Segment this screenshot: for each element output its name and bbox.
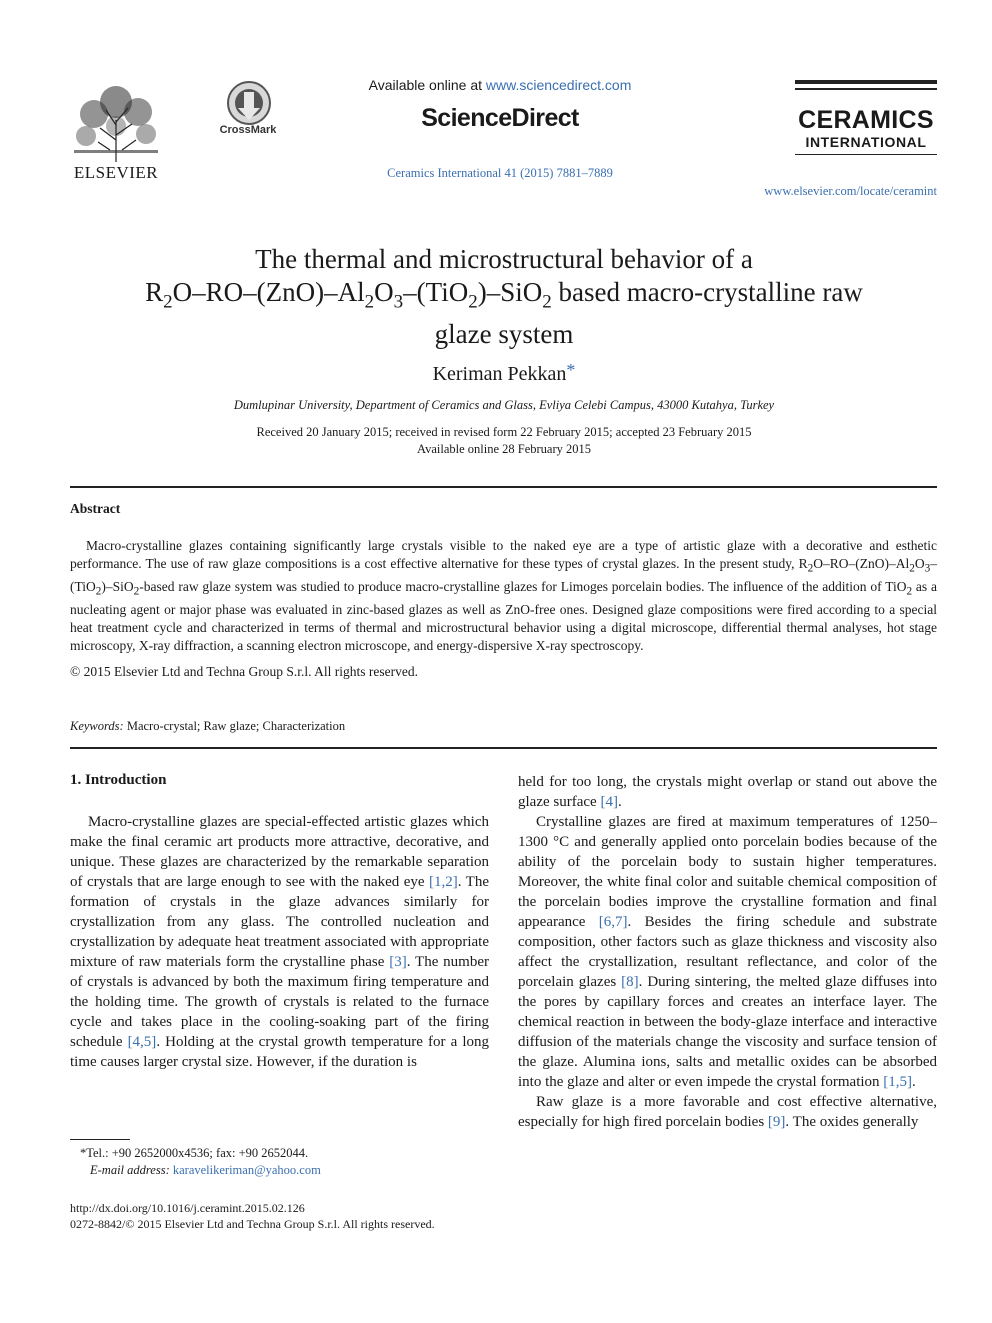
available-prefix: Available online at: [368, 77, 486, 93]
author-line: [80, 360, 928, 386]
body-column-right: held for too long, the crystals might overlap or stand out above the glaze surface [4]. Crystalline glazes are fired at maximum temperatures of 1250–1300 °C and generally applied onto porcelain bodies because of the ability of the porcelain body to sustain higher temperatures. Moreover, the white final color and suitable chemical composition of the porcelain bodies improve the crystalline formation and final appearance [6,7]. Besides the firing schedule and substrate composition, other factors such as glaze thickness and viscosity also affect the crystallization, resultant reflectance, and color of the porcelain glazes [8]. During sintering, the melted glaze diffuses into the pores by capillary forces and creates an interface layer. The chemical reaction in between the body-glaze interface and interactive diffusion of the materials change the viscosity and surface tension of the glaze. Alumina ions, salts and metallic oxides can be absorbed into the glaze and alter or even impede the crystal formation [1,5]. Raw glaze is a more favorable and cost effective alternative, especially for high fired porcelain bodies [9]. The oxides generally: [518, 774, 938, 1130]
citation-link[interactable]: [4]: [600, 794, 618, 810]
article-title: [80, 243, 928, 351]
affiliation: Dumlupinar University, Department of Ceramics and Glass, Evliya Celebi Campus, 43000 Kutahya, Turkey: [233, 398, 775, 412]
abstract-body: Macro-crystalline glazes containing significantly large crystals visible to the naked eye are a type of artistic glaze with a decorative and esthetic performance. The use of raw glaze compositions is a cost effective alternative for these types of crystal glazes. In the present study, $R_2O-RO-(ZnO)-Al_2O_3-(TiO_2)-SiO_2$-based raw glaze system was studied to produce macro-crystalline glazes for Limoges porcelain bodies. The influence of the addition of TiO$_2$ as a nucleating agent or major phase was evaluated in zinc-based glazes as well as ZnO-free ones. Designed glaze compositions were fired according to a special heat treatment cycle and characterized in terms of thermal and microstructural behavior using a digital microscope, differential thermal analyses, hot stage microscopy, X-ray diffraction, a scanning electron microscope, and energy-dispersive X-ray spectroscopy.: [70, 538, 937, 654]
sciencedirect-link[interactable]: www.sciencedirect.com: [485, 77, 632, 93]
citation-link[interactable]: [6,7]: [598, 914, 628, 930]
citation-link[interactable]: [8]: [621, 974, 639, 990]
journal-name-line1: CERAMICS: [798, 106, 934, 134]
keywords-label: Keywords:: [70, 719, 124, 733]
section-heading-introduction: 1. Introduction: [70, 772, 167, 788]
email-label: E-mail address:: [90, 1163, 170, 1177]
issn-copyright: 0272-8842/© 2015 Elsevier Ltd and Techna Group S.r.l. All rights reserved.: [70, 1217, 435, 1231]
doi-link[interactable]: http://dx.doi.org/10.1016/j.ceramint.2015.02.126: [70, 1201, 305, 1215]
footnote: [80, 1145, 480, 1179]
email-link[interactable]: karavelikeriman@yahoo.com: [172, 1163, 321, 1177]
title-line-1: The thermal and microstructural behavior of a: [255, 244, 753, 274]
received-dates: Received 20 January 2015; received in revised form 22 February 2015; accepted 23 February 2015: [256, 425, 752, 439]
title-line-3: glaze system: [434, 319, 574, 350]
footnote-rule: [70, 1139, 130, 1140]
corresponding-author-mark[interactable]: *: [566, 360, 576, 380]
citation-link[interactable]: [1,2]: [428, 874, 458, 890]
divider-top: [70, 486, 937, 488]
available-online-date: Available online 28 February 2015: [416, 442, 592, 456]
footnote-tel: *Tel.: +90 2652000x4536; fax: +90 2652044.: [80, 1146, 309, 1160]
crossmark-label: CrossMark: [219, 124, 277, 136]
citation-link[interactable]: [9]: [767, 1114, 786, 1130]
citation-link[interactable]: [3]: [389, 954, 407, 970]
divider-bottom: [70, 747, 937, 749]
available-online-line: [300, 77, 700, 93]
publisher-name: ELSEVIER: [73, 163, 159, 182]
journal-name-line2: INTERNATIONAL: [805, 134, 927, 150]
doi-block: [70, 1200, 530, 1232]
journal-homepage-link[interactable]: www.elsevier.com/locate/ceramint: [764, 184, 937, 198]
footnote-email-line: [80, 1162, 480, 1179]
citation-link[interactable]: [4,5]: [127, 1034, 157, 1050]
citation-link[interactable]: [1,5]: [883, 1074, 913, 1090]
title-line-2: $R_2O-RO-(ZnO)-Al_2O_3-(TiO_2)-SiO_2$ based macro-crystalline raw: [145, 277, 863, 313]
keywords: [70, 719, 345, 734]
keywords-text: Macro-crystal; Raw glaze; Characterization: [123, 719, 346, 733]
abstract-copyright: © 2015 Elsevier Ltd and Techna Group S.r.l. All rights reserved.: [70, 664, 418, 679]
sciencedirect-logo: ScienceDirect: [421, 104, 579, 132]
abstract-heading: Abstract: [70, 501, 121, 516]
journal-logo: [795, 80, 937, 155]
journal-citation[interactable]: Ceramics International 41 (2015) 7881–7889: [387, 166, 613, 180]
body-column-left: Macro-crystalline glazes are special-effected artistic glazes which make the final ceramic art products more attractive, decorative, and unique. These glazes are characterized by the remarkable separation of crystals that are large enough to see with the naked eye [1,2]. The formation of crystals in the glaze advances similarly for crystallization from any glass. The controlled nucleation and crystallization by adequate heat treatment associated with appropriate mixture of raw materials form the crystalline phase [3]. The number of crystals is advanced by both the maximum firing temperature and the holding time. The growth of crystals is related to the furnace cycle and takes place in the cooling-soaking part of the firing schedule [4,5]. Holding at the crystal growth temperature for a long time causes larger crystal size. However, if the duration is: [70, 814, 489, 1070]
author-name: Keriman Pekkan: [432, 363, 567, 385]
